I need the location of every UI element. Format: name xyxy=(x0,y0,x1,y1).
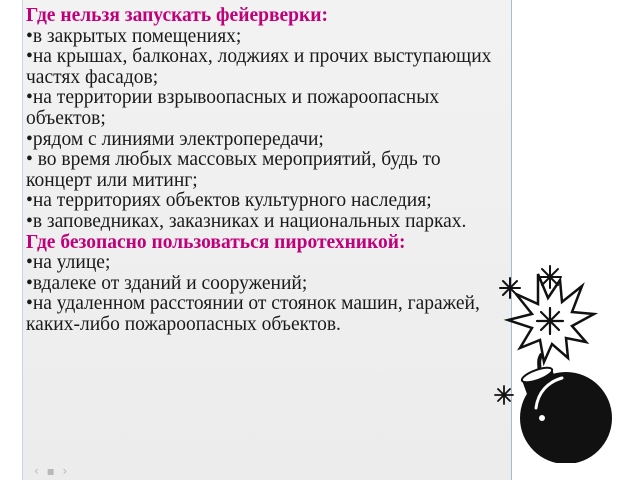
list-item: •на крышах, балконах, лоджиях и прочих выступающих частях фасадов; xyxy=(26,46,492,88)
list-item: •вдалеке от зданий и сооружений; xyxy=(26,272,308,294)
list-item: •в заповедниках, заказниках и национальных парках. xyxy=(26,210,467,232)
list-item: • во время любых массовых мероприятий, будь то концерт или митинг; xyxy=(26,149,441,191)
list-item: •на удаленном расстоянии от стоянок машин, гаражей, каких-либо пожароопасных объектов. xyxy=(26,293,480,335)
list-item: •на территориях объектов культурного наследия; xyxy=(26,190,432,212)
section-heading-safe: Где безопасно пользоваться пиротехникой: xyxy=(26,231,406,253)
slide-text xyxy=(26,6,511,336)
list-item: •в закрытых помещениях; xyxy=(26,25,242,47)
slide-controls-icon: ‹ ▪ › xyxy=(34,464,70,478)
list-item: •на территории взрывоопасных и пожароопасных объектов; xyxy=(26,87,440,129)
list-item: •рядом с линиями электропередачи; xyxy=(26,128,324,150)
section-heading-forbidden: Где нельзя запускать фейерверки: xyxy=(26,5,328,26)
list-item: •на улице; xyxy=(26,252,111,274)
bomb-with-burning-fuse-icon xyxy=(486,258,636,463)
